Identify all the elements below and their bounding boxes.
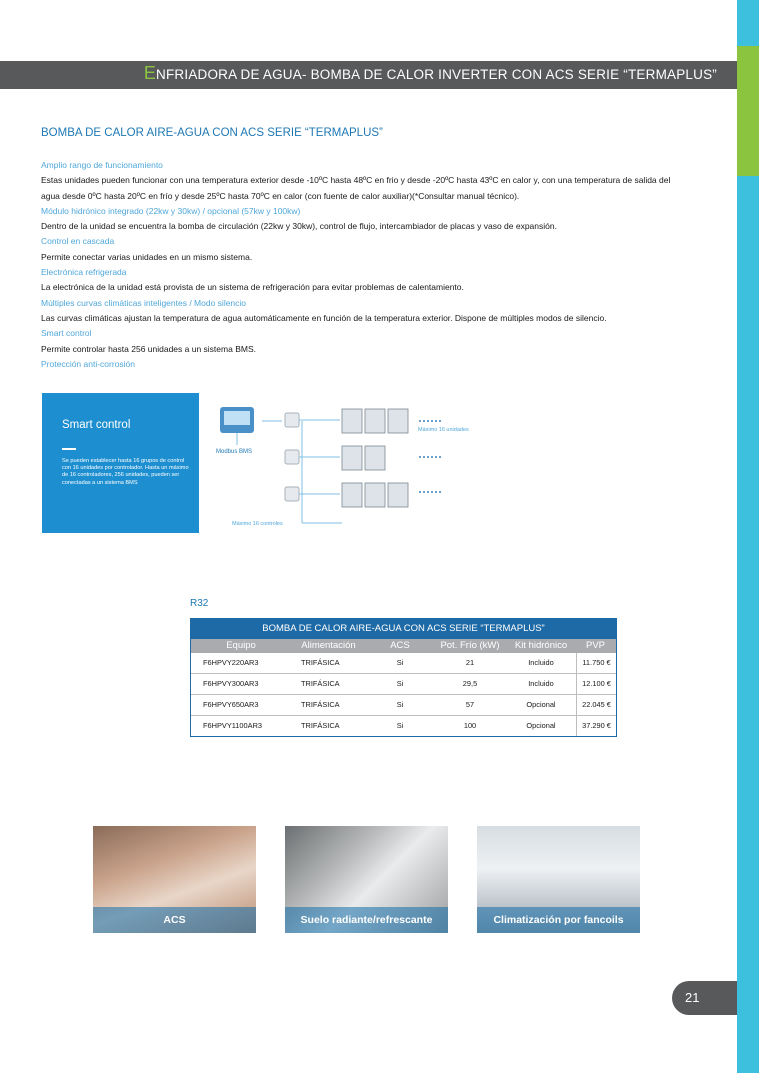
cell-alimentacion: TRIFÁSICA (301, 700, 340, 709)
cell-pot-frio: 100 (463, 721, 477, 730)
cell-kit-hidronico: Opcional (526, 721, 556, 730)
page-title (143, 63, 717, 83)
features-list (41, 158, 681, 372)
cell-pvp: 12.100 € (576, 674, 616, 694)
photo-fancoils (477, 826, 640, 933)
table-title: BOMBA DE CALOR AIRE-AGUA CON ACS SERIE “TERMAPLUS” (191, 619, 616, 639)
cell-kit-hidronico: Opcional (526, 700, 556, 709)
smart-control-panel (42, 393, 199, 533)
table-row (191, 653, 616, 673)
cell-pvp: 22.045 € (576, 695, 616, 715)
max-units-label: Máximo 16 unidades (418, 427, 469, 433)
panel-divider (62, 448, 76, 450)
smart-control-diagram (42, 393, 522, 535)
feature-text: Permite conectar varias unidades en un mismo sistema. (41, 251, 253, 262)
cell-kit-hidronico: Incluido (528, 658, 554, 667)
cell-acs: Si (396, 679, 404, 688)
title-rest: NFRIADORA DE AGUA- BOMBA DE CALOR INVERTER CON ACS SERIE “TERMAPLUS” (156, 67, 717, 82)
cell-equipo: F6HPVY220AR3 (203, 658, 259, 667)
bms-schematic (202, 393, 522, 535)
controller-icon (285, 413, 299, 427)
cell-pot-frio: 29,5 (462, 679, 478, 688)
cell-alimentacion: TRIFÁSICA (301, 658, 340, 667)
col-header: Kit hidrónico (514, 640, 568, 651)
cell-pot-frio: 57 (465, 700, 475, 709)
feature-text: La electrónica de la unidad está provista de un sistema de refrigeración para evitar problemas de calentamiento. (41, 282, 464, 293)
photo-suelo-radiante (285, 826, 448, 933)
table-row (191, 715, 616, 736)
feature-heading: Electrónica refrigerada (41, 267, 127, 278)
feature-text: Estas unidades pueden funcionar con una temperatura exterior desde -10ºC hasta 48ºC en frio y desde -20ºC hasta 43ºC en calor y, con una temperatura de salida del agua desde 0ºC hasta 20ºC en frío y desde 25ºC hasta 70ºC en calor (con fuente de calor auxiliar)(*Consultar manual técnico). (41, 175, 671, 201)
cell-pvp: 11.750 € (576, 653, 616, 673)
table-header-row (191, 639, 616, 653)
feature-heading: Protección anti-corrosión (41, 358, 136, 369)
cell-equipo: F6HPVY300AR3 (203, 679, 259, 688)
cell-pot-frio: 21 (465, 658, 475, 667)
title-initial: E (143, 63, 157, 83)
side-color-strip (737, 0, 759, 1073)
cell-acs: Si (396, 721, 404, 730)
feature-heading: Módulo hidrónico integrado (22kw y 30kw) / opcional (57kw y 100kw) (41, 205, 301, 216)
col-header: ACS (390, 640, 410, 651)
price-table (190, 618, 617, 737)
side-strip-green-segment (737, 46, 759, 176)
feature-text: Dentro de la unidad se encuentra la bomba de circulación (22kw y 30kw), control de flujo, intercambiador de placas y vaso de expansión. (41, 221, 557, 232)
table-row (191, 694, 616, 715)
feature-heading: Smart control (41, 328, 92, 339)
photo-acs (93, 826, 256, 933)
col-header: PVP (585, 640, 605, 651)
table-row (191, 673, 616, 694)
table-body (191, 653, 616, 736)
smart-control-body: Se pueden establecer hasta 16 grupos de control con 16 unidades por controlador. Hasta un máximo de 16 controladores, 256 unidades, pueden ser conectadas a un sistema BMS (62, 458, 189, 486)
cell-pvp: 37.290 € (576, 716, 616, 736)
feature-heading: Amplio rango de funcionamiento (41, 160, 163, 170)
photo-caption: Suelo radiante/refrescante (285, 907, 448, 933)
cell-alimentacion: TRIFÁSICA (301, 721, 340, 730)
feature-heading: Control en cascada (41, 236, 115, 247)
page-number: 21 (685, 990, 700, 1005)
col-header: Pot. Frío (kW) (440, 640, 500, 651)
cell-equipo: F6HPVY650AR3 (203, 700, 259, 709)
cell-acs: Si (396, 658, 404, 667)
smart-control-title: Smart control (62, 419, 131, 431)
feature-heading: Múltiples curvas climáticas inteligentes / Modo silencio (41, 297, 247, 308)
max-controls-label: Máximo 16 controles (232, 521, 283, 527)
cell-kit-hidronico: Incluido (528, 679, 554, 688)
photo-caption: Climatización por fancoils (477, 907, 640, 933)
feature-text: Las curvas climáticas ajustan la temperatura de agua automáticamente en función de la temperatura exterior. Dispone de múltiples modos de silencio. (41, 312, 607, 323)
col-header: Alimentación (301, 640, 356, 651)
header-bar (0, 61, 737, 89)
section-title: BOMBA DE CALOR AIRE-AGUA CON ACS SERIE “TERMAPLUS” (41, 127, 383, 139)
cell-acs: Si (396, 700, 404, 709)
cell-alimentacion: TRIFÁSICA (301, 679, 340, 688)
refrigerant-label: R32 (190, 598, 209, 609)
cell-equipo: F6HPVY1100AR3 (203, 721, 263, 730)
controller-icon (285, 487, 299, 501)
controller-icon (285, 450, 299, 464)
feature-text: Permite controlar hasta 256 unidades a un sistema BMS. (41, 343, 256, 354)
bms-screen (224, 411, 250, 425)
modbus-label: Modbus BMS (216, 449, 253, 455)
col-header: Equipo (226, 640, 256, 651)
photo-caption: ACS (93, 907, 256, 933)
page-number-tab (672, 981, 737, 1015)
